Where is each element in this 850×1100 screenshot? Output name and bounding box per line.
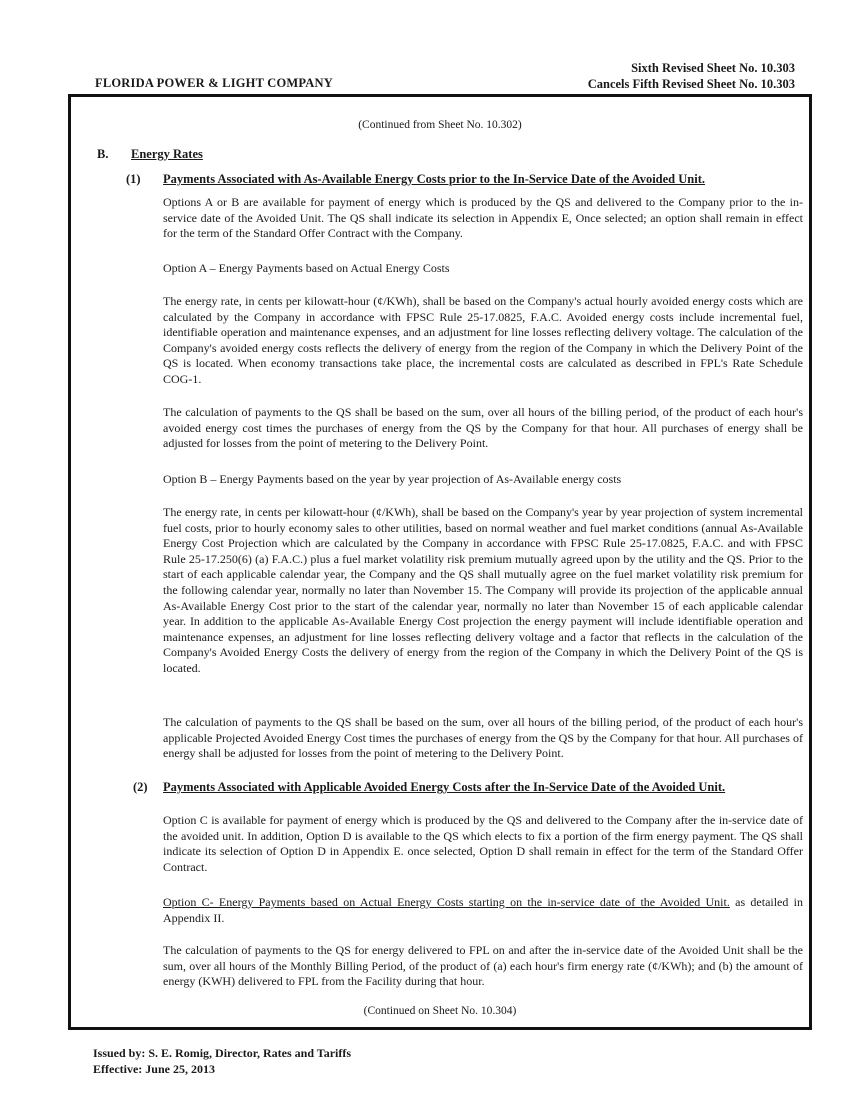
continued-from: (Continued from Sheet No. 10.302) xyxy=(358,119,522,131)
company-name: FLORIDA POWER & LIGHT COMPANY xyxy=(95,76,333,90)
option-c-heading: Option C- Energy Payments based on Actual Energy Costs starting on the in-service date of the Avoided Unit. xyxy=(163,895,730,909)
issued-by: Issued by: S. E. Romig, Director, Rates and Tariffs xyxy=(93,1046,352,1060)
document-frame xyxy=(68,94,812,1030)
cancels-sheet: Cancels Fifth Revised Sheet No. 10.303 xyxy=(587,77,795,91)
option-c-heading-block xyxy=(163,895,803,926)
option-cd-paragraph: Option C is available for payment of energy which is produced by the QS and delivered to the Company after the in-service date of the avoided unit. In addition, Option D is available to the QS which elects to fix a portion of the firm energy payment. The QS shall indicate its selection of Option D in Appendix E. once selected, Option D shall remain in effect for the term of the Standard Offer Contract. xyxy=(163,813,803,874)
option-a-paragraph-2: The calculation of payments to the QS shall be based on the sum, over all hours of the billing period, of the product of each hour's avoided energy cost times the purchases of energy from the QS by the Company for that hour. All purchases of energy shall be adjusted for losses from the point of metering to the Delivery Point. xyxy=(163,405,803,451)
sub2-title: Payments Associated with Applicable Avoided Energy Costs after the In-Service Date of the Avoided Unit. xyxy=(163,780,726,794)
effective-date: Effective: June 25, 2013 xyxy=(93,1062,215,1076)
sheet-info xyxy=(588,60,795,92)
options-ab-paragraph: Options A or B are available for payment of energy which is produced by the QS and delivered to the Company prior to the in-service date of the Avoided Unit. The QS shall indicate its selection in Appendix E, Once selected; an option shall remain in effect for the term of the Standard Offer Contract with the Company. xyxy=(163,195,803,241)
option-a-heading: Option A – Energy Payments based on Actual Energy Costs xyxy=(163,261,450,275)
sub1-number: (1) xyxy=(126,172,141,186)
sub2-number: (2) xyxy=(133,780,148,794)
option-c-paragraph: The calculation of payments to the QS for energy delivered to FPL on and after the in-service date of the Avoided Unit shall be the sum, over all hours of the Monthly Billing Period, of the product of (a) each hour's firm energy rate (¢/KWh); and (b) the amount of energy (KWH) delivered to FPL from the Facility during that hour. xyxy=(163,943,803,989)
option-b-paragraph-2: The calculation of payments to the QS shall be based on the sum, over all hours of the billing period, of the product of each hour's applicable Projected Avoided Energy Cost times the purchases of energy from the QS by the Company for that hour. All purchases of energy shall be adjusted for losses from the point of metering to the Delivery Point. xyxy=(163,715,803,761)
option-b-paragraph-1: The energy rate, in cents per kilowatt-hour (¢/KWh), shall be based on the Company's year by year projection of system incremental fuel costs, prior to hourly economy sales to other utilities, based on normal weather and fuel market conditions (annual As-Available Energy Cost Projection which are calculated by the Company in accordance with FPSC Rule 25-17.0825, F.A.C. and with FPSC Rule 25-17.250(6) (a) F.A.C.) plus a fuel market volatility risk premium mutually agreed upon by the utility and the QS. Prior to the start of each applicable calendar year, the Company and the QS shall mutually agree on the fuel market volatility risk premium for the following calendar year, normally no later than November 15. The Company will provide its projection of the applicable annual As-Available Energy Cost prior to the start of the calendar year, normally no later than November 15 of each applicable calendar year. In addition to the applicable As-Available Energy Cost projection the energy payment will include identifiable operation and maintenance expenses, an adjustment for line losses reflecting delivery voltage and a factor that reflects in the calculation of the Company's Avoided Energy Costs the delivery of energy from the region of the Company in which the Delivery Point of the QS is located. xyxy=(163,505,803,675)
section-b-letter: B. xyxy=(97,147,109,161)
option-c-heading-tail: as detailed in Appendix II. xyxy=(163,895,804,925)
option-b-heading: Option B – Energy Payments based on the year by year projection of As-Available energy costs xyxy=(163,472,622,486)
option-a-paragraph-1: The energy rate, in cents per kilowatt-hour (¢/KWh), shall be based on the Company's actual hourly avoided energy costs which are calculated by the Company in accordance with FPSC Rule 25-17.0825, F.A.C. Avoided energy costs include incremental fuel, identifiable operation and maintenance expenses, and an adjustment for line losses reflecting delivery voltage. The calculation of the Company's avoided energy costs reflects the delivery of energy from the region of the Company in which the Delivery Point of the QS is located. When economy transactions take place, the incremental costs are calculated as described in FPL's Rate Schedule COG-1. xyxy=(163,294,803,386)
continued-on: (Continued on Sheet No. 10.304) xyxy=(363,1005,517,1017)
sheet-number: Sixth Revised Sheet No. 10.303 xyxy=(631,61,795,75)
sub1-title: Payments Associated with As-Available Energy Costs prior to the In-Service Date of the Avoided Unit. xyxy=(163,172,705,186)
footer xyxy=(93,1045,351,1077)
section-b-title: Energy Rates xyxy=(131,147,203,161)
